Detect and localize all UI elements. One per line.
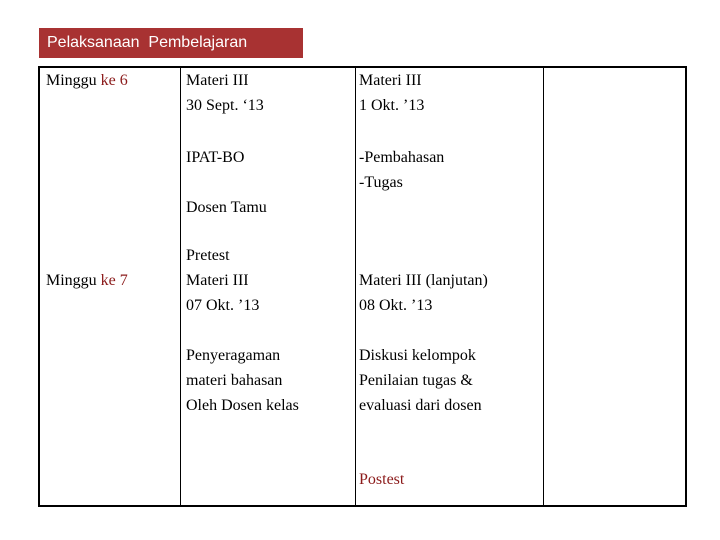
week-7-col2-line6: Oleh Dosen kelas [186, 397, 299, 414]
week-7-col2-line1: Pretest [186, 247, 230, 264]
week-6-col2-line2: 30 Sept. ‘13 [186, 97, 264, 114]
week-7-col3-line5: evaluasi dari dosen [359, 397, 482, 414]
week-6-col3-line2: 1 Okt. ’13 [359, 97, 425, 114]
week-7-col3-line3: Diskusi kelompok [359, 347, 476, 364]
week-7-col2-line4: Penyeragaman [186, 347, 281, 364]
week-6-col3-line1: Materi III [359, 72, 422, 89]
column-divider-3 [543, 68, 544, 505]
column-divider-1 [180, 68, 181, 505]
week-6-label [46, 68, 128, 93]
week-7-col3-line2: 08 Okt. ’13 [359, 297, 433, 314]
week-7-col3-line1: Materi III (lanjutan) [359, 272, 488, 289]
week-6-label-number: ke 6 [100, 72, 128, 89]
week-6-col3-line4: -Tugas [359, 174, 403, 191]
week-7-col2-line5: materi bahasan [186, 372, 283, 389]
week-6-label-prefix: Minggu [46, 72, 101, 89]
week-7-label-number: ke 7 [100, 272, 128, 289]
week-7-col3-line4: Penilaian tugas & [359, 372, 473, 389]
week-7-col2-line2: Materi III [186, 272, 249, 289]
week-6-col2-line4: Dosen Tamu [186, 199, 267, 216]
column-divider-2 [355, 68, 356, 505]
page-title [39, 28, 303, 58]
week-7-label-prefix: Minggu [46, 272, 101, 289]
week-6-col3-line3: -Pembahasan [359, 149, 445, 166]
week-7-col3-postest: Postest [359, 471, 405, 488]
page-title-text: Pelaksanaan Pembelajaran [47, 34, 248, 51]
week-6-col2-line3: IPAT-BO [186, 149, 245, 166]
week-6-col2-line1: Materi III [186, 72, 249, 89]
week-7-col2-line3: 07 Okt. ’13 [186, 297, 260, 314]
week-7-label [46, 268, 128, 293]
